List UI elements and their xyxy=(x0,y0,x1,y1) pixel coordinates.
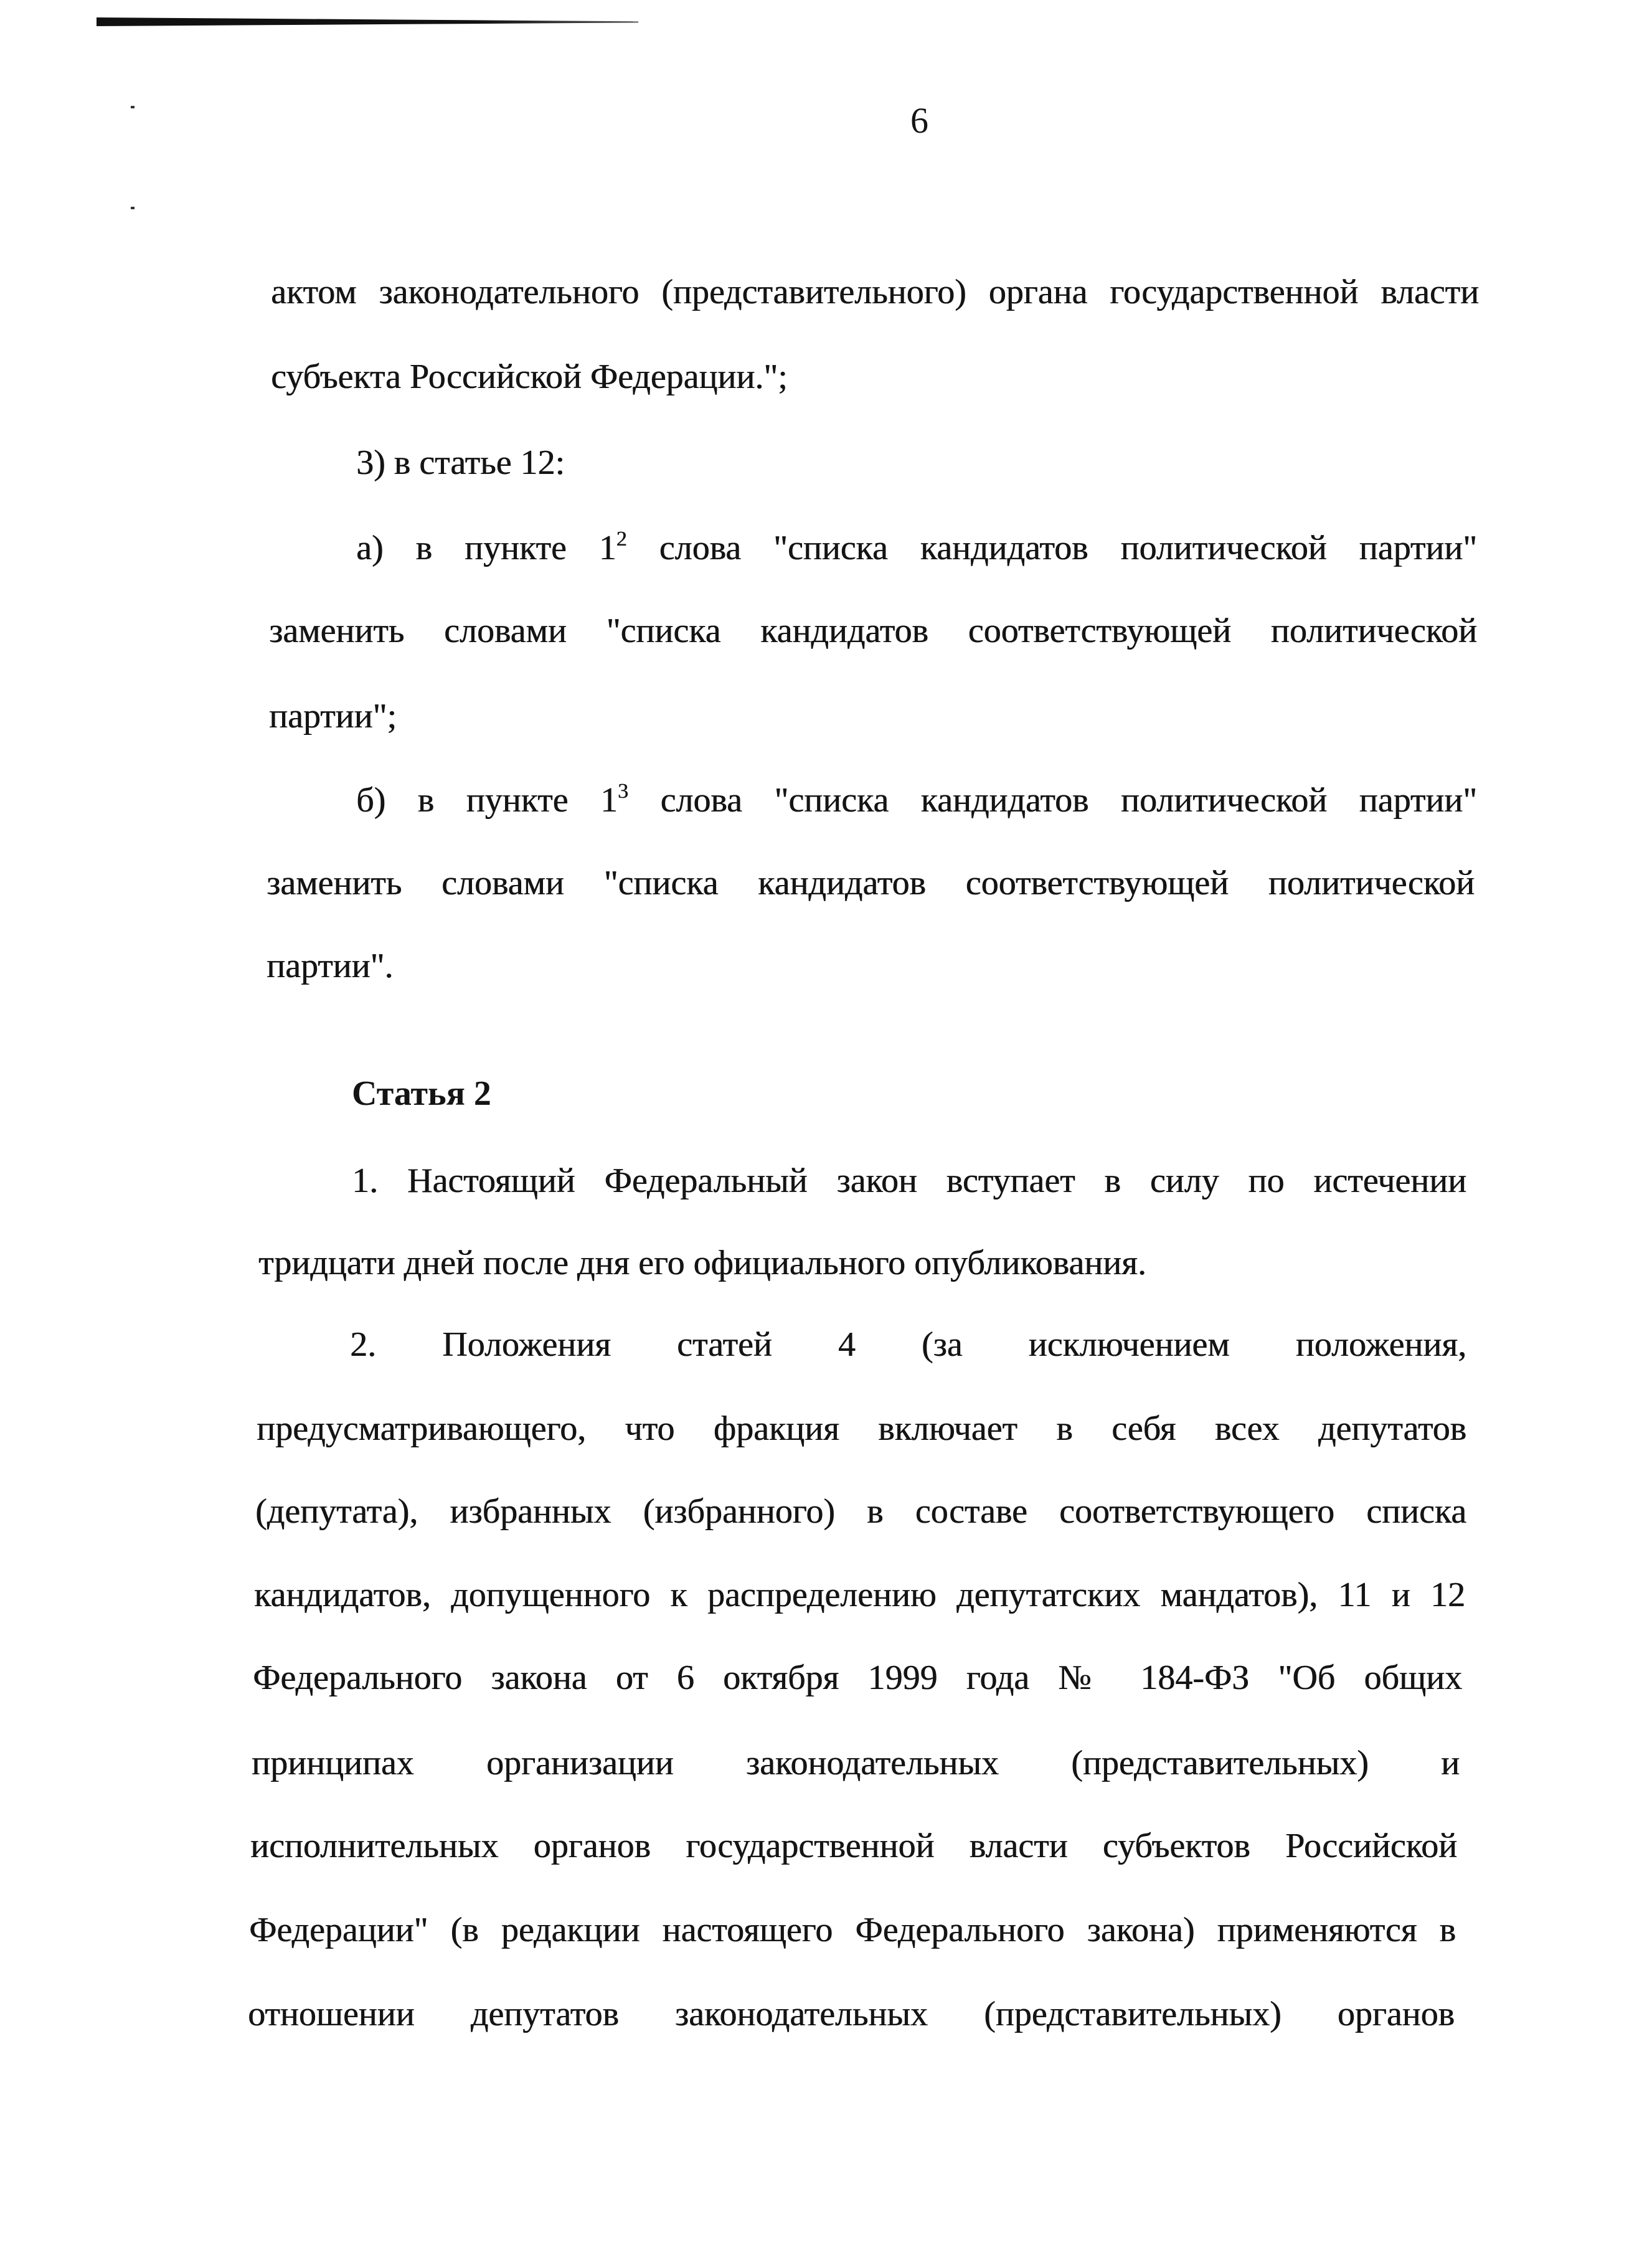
article-heading: Статья 2 xyxy=(352,1074,491,1113)
text: б) в пункте 1 xyxy=(356,781,618,820)
text-line: исполнительных органов государственной власти субъектов Российской xyxy=(250,1827,1457,1865)
text-line: 1. Настоящий Федеральный закон вступает в силу по истечении xyxy=(352,1161,1466,1200)
text-line: Федерации" (в редакции настоящего Федерального закона) применяются в xyxy=(249,1911,1456,1949)
scan-speck xyxy=(131,106,135,108)
scan-speck xyxy=(131,207,135,209)
text-line: кандидатов, допущенного к распределению депутатских мандатов), 11 и 12 xyxy=(254,1576,1465,1614)
superscript: 2 xyxy=(616,528,627,551)
scan-edge-bar xyxy=(97,17,638,26)
text-line: 2. Положения статей 4 (за исключением положения, xyxy=(350,1325,1466,1364)
text-line: актом законодательного (представительного) органа государственной власти xyxy=(271,273,1479,311)
text-line: субъекта Российской Федерации."; xyxy=(271,357,788,396)
text-line: предусматривающего, что фракция включает в себя всех депутатов xyxy=(257,1409,1466,1448)
text-line: партии". xyxy=(267,947,394,985)
text-line: тридцати дней после дня его официального опубликования. xyxy=(258,1244,1146,1282)
text: слова "списка кандидатов политической партии" xyxy=(628,781,1478,820)
list-item-3: 3) в статье 12: xyxy=(356,443,565,482)
superscript: 3 xyxy=(617,780,628,803)
page-number: 6 xyxy=(910,100,928,141)
text-line: заменить словами "списка кандидатов соответствующей политической xyxy=(267,864,1475,902)
text-line: заменить словами "списка кандидатов соответствующей политической xyxy=(269,612,1477,650)
text-line: принципах организации законодательных (представительных) и xyxy=(252,1744,1460,1782)
text-line: (депутата), избранных (избранного) в составе соответствующего списка xyxy=(255,1492,1466,1531)
text: а) в пункте 1 xyxy=(356,529,616,567)
subitem-b xyxy=(356,778,1477,822)
text-line: отношении депутатов законодательных (представительных) органов xyxy=(248,1995,1455,2033)
text-line: партии"; xyxy=(269,697,397,736)
subitem-a xyxy=(356,526,1477,570)
text: слова "списка кандидатов политической партии" xyxy=(626,529,1477,567)
text-line: Федерального закона от 6 октября 1999 года № 184-ФЗ "Об общих xyxy=(253,1658,1462,1697)
